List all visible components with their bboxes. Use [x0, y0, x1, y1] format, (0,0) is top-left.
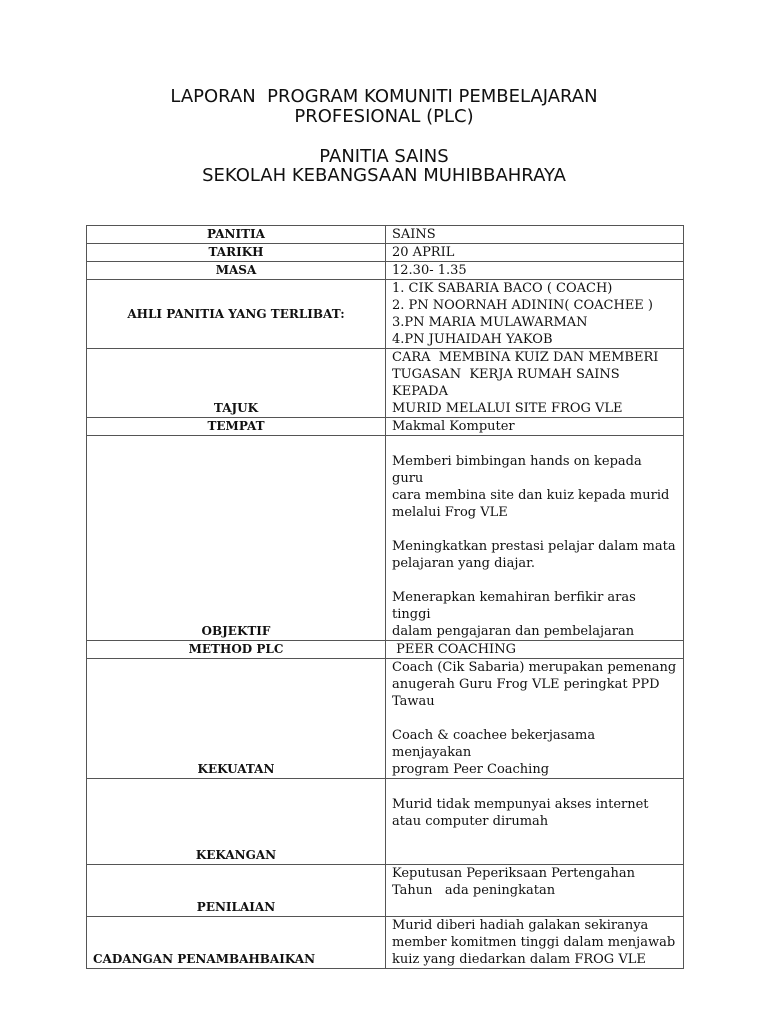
report-title-line1: LAPORAN PROGRAM KOMUNITI PEMBELAJARAN [170, 86, 598, 107]
objektif-1-line-2: cara membina site dan kuiz kepada murid [392, 488, 670, 503]
table-row-penilaian [87, 865, 684, 917]
objektif-3-line-2: dalam pengajaran dan pembelajaran [392, 624, 635, 639]
table-row-method [87, 641, 684, 659]
penilaian-line-2: Tahun ada peningkatan [392, 883, 556, 898]
kekuatan-1-line-1: Coach (Cik Sabaria) merupakan pemenang [392, 660, 677, 675]
kekuatan-2-line-1: Coach & coachee bekerjasama menjayakan [392, 728, 600, 760]
member-4: 4.PN JUHAIDAH YAKOB [392, 332, 553, 347]
kekuatan-1-line-2: anugerah Guru Frog VLE peringkat PPD [392, 677, 660, 692]
objektif-1-line-1: Memberi bimbingan hands on kepada guru [392, 454, 646, 486]
label-penilaian: PENILAIAN [87, 865, 386, 917]
table-row-objektif [87, 436, 684, 641]
objektif-3-line-1: Menerapkan kemahiran berfikir aras tinggi [392, 590, 640, 622]
value-masa: 12.30- 1.35 [386, 262, 684, 280]
value-kekangan [386, 779, 684, 865]
objektif-2-line-1: Meningkatkan prestasi pelajar dalam mata [392, 539, 676, 554]
value-cadangan [386, 917, 684, 969]
table-row-masa [87, 262, 684, 280]
cadangan-line-3: kuiz yang diedarkan dalam FROG VLE [392, 952, 646, 967]
value-method-plc: PEER COACHING [386, 641, 684, 659]
table-row-ahli [87, 280, 684, 349]
objektif-1-line-3: melalui Frog VLE [392, 505, 508, 520]
value-objektif [386, 436, 684, 641]
table-row-tajuk [87, 349, 684, 418]
value-kekuatan [386, 659, 684, 779]
tajuk-line-1: CARA MEMBINA KUIZ DAN MEMBERI [392, 350, 659, 365]
value-penilaian [386, 865, 684, 917]
cadangan-line-2: member komitmen tinggi dalam menjawab [392, 935, 676, 950]
table-row-tempat [87, 418, 684, 436]
value-tarikh: 20 APRIL [386, 244, 684, 262]
value-panitia: SAINS [386, 226, 684, 244]
label-kekuatan: KEKUATAN [87, 659, 386, 779]
kekangan-line-1: Murid tidak mempunyai akses internet [392, 797, 649, 812]
report-title-line2: PROFESIONAL (PLC) [294, 106, 474, 127]
value-ahli-panitia [386, 280, 684, 349]
label-cadangan: CADANGAN PENAMBAHBAIKAN [87, 917, 386, 969]
tajuk-line-3: MURID MELALUI SITE FROG VLE [392, 401, 623, 416]
penilaian-line-1: Keputusan Peperiksaan Pertengahan [392, 866, 636, 881]
kekangan-line-2: atau computer dirumah [392, 814, 549, 829]
tajuk-line-2: TUGASAN KERJA RUMAH SAINS KEPADA [392, 367, 624, 399]
school-name: SEKOLAH KEBANGSAAN MUHIBBAHRAYA [202, 165, 566, 186]
label-objektif: OBJEKTIF [87, 436, 386, 641]
table-row-tarikh [87, 244, 684, 262]
member-2: 2. PN NOORNAH ADININ( COACHEE ) [392, 298, 653, 313]
label-tarikh: TARIKH [87, 244, 386, 262]
value-tempat: Makmal Komputer [386, 418, 684, 436]
label-masa: MASA [87, 262, 386, 280]
report-table [86, 225, 684, 969]
table-row-cadangan [87, 917, 684, 969]
label-ahli-panitia: AHLI PANITIA YANG TERLIBAT: [87, 280, 386, 349]
value-tajuk [386, 349, 684, 418]
kekuatan-2-line-2: program Peer Coaching [392, 762, 550, 777]
objektif-2-line-2: pelajaran yang diajar. [392, 556, 536, 571]
label-tempat: TEMPAT [87, 418, 386, 436]
table-row-kekuatan [87, 659, 684, 779]
label-method-plc: METHOD PLC [87, 641, 386, 659]
member-1: 1. CIK SABARIA BACO ( COACH) [392, 281, 613, 296]
label-kekangan: KEKANGAN [87, 779, 386, 865]
label-panitia: PANITIA [87, 226, 386, 244]
kekuatan-1-line-3: Tawau [392, 694, 435, 709]
label-tajuk: TAJUK [87, 349, 386, 418]
table-row-kekangan [87, 779, 684, 865]
cadangan-line-1: Murid diberi hadiah galakan sekiranya [392, 918, 649, 933]
member-3: 3.PN MARIA MULAWARMAN [392, 315, 588, 330]
committee-name: PANITIA SAINS [319, 146, 449, 167]
table-row-panitia [87, 226, 684, 244]
